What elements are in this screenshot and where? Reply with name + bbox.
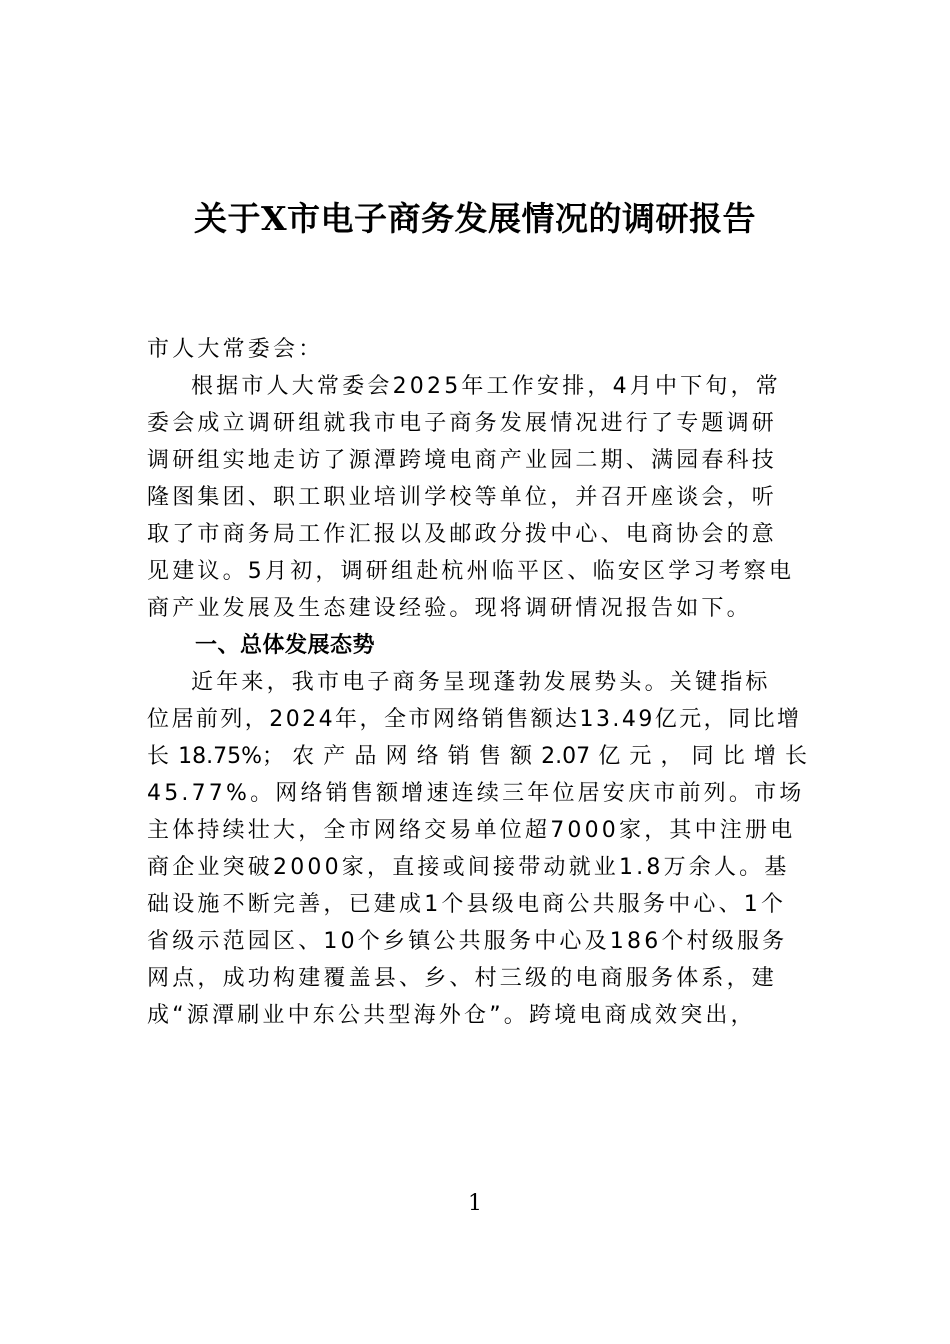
section-line: 位居前列，2024年，全市网络销售额达13.49亿元，同比增 [147, 707, 802, 732]
section-line: 商企业突破2000家，直接或间接带动就业1.8万余人。基 [147, 855, 790, 880]
intro-line: 调研组实地走访了源潭跨境电商产业园二期、满园春科技 [147, 448, 778, 473]
section-line: 网点，成功构建覆盖县、乡、村三级的电商服务体系，建 [147, 966, 778, 991]
report-body [147, 331, 807, 1034]
section-heading: 一、总体发展态势 [195, 633, 376, 658]
intro-line: 根据市人大常委会2025年工作安排，4月中下旬，常 [191, 374, 781, 399]
section-line: 45.77%。网络销售额增速连续三年位居安庆市前列。市场 [147, 781, 805, 806]
section-line: 省级示范园区、10个乡镇公共服务中心及186个村级服务 [147, 929, 788, 954]
report-title: 关于X市电子商务发展情况的调研报告 [193, 199, 757, 238]
intro-line: 隆图集团、职工职业培训学校等单位，并召开座谈会，听 [147, 485, 778, 510]
salutation: 市人大常委会： [147, 337, 324, 362]
intro-line: 取了市商务局工作汇报以及邮政分拨中心、电商协会的意 [147, 522, 778, 547]
section-line: 础设施不断完善，已建成1个县级电商公共服务中心、1个 [147, 892, 787, 917]
intro-line: 商产业发展及生态建设经验。现将调研情况报告如下。 [147, 596, 752, 621]
section-line: 近年来，我市电子商务呈现蓬勃发展势头。关键指标 [191, 670, 771, 695]
section-line: 长 18.75%； 农 产 品 网 络 销 售 额 2.07 亿 元 ， 同 比 增 长 [147, 744, 807, 769]
section-line: 成“源潭刷业中东公共型海外仓”。跨境电商成效突出， [147, 1003, 756, 1028]
section-line: 主体持续壮大，全市网络交易单位超7000家，其中注册电 [147, 818, 796, 843]
intro-line: 委会成立调研组就我市电子商务发展情况进行了专题调研 [147, 411, 778, 436]
page-number: 1 [468, 1191, 482, 1216]
intro-line: 见建议。5月初，调研组赴杭州临平区、临安区学习考察电 [147, 559, 795, 584]
